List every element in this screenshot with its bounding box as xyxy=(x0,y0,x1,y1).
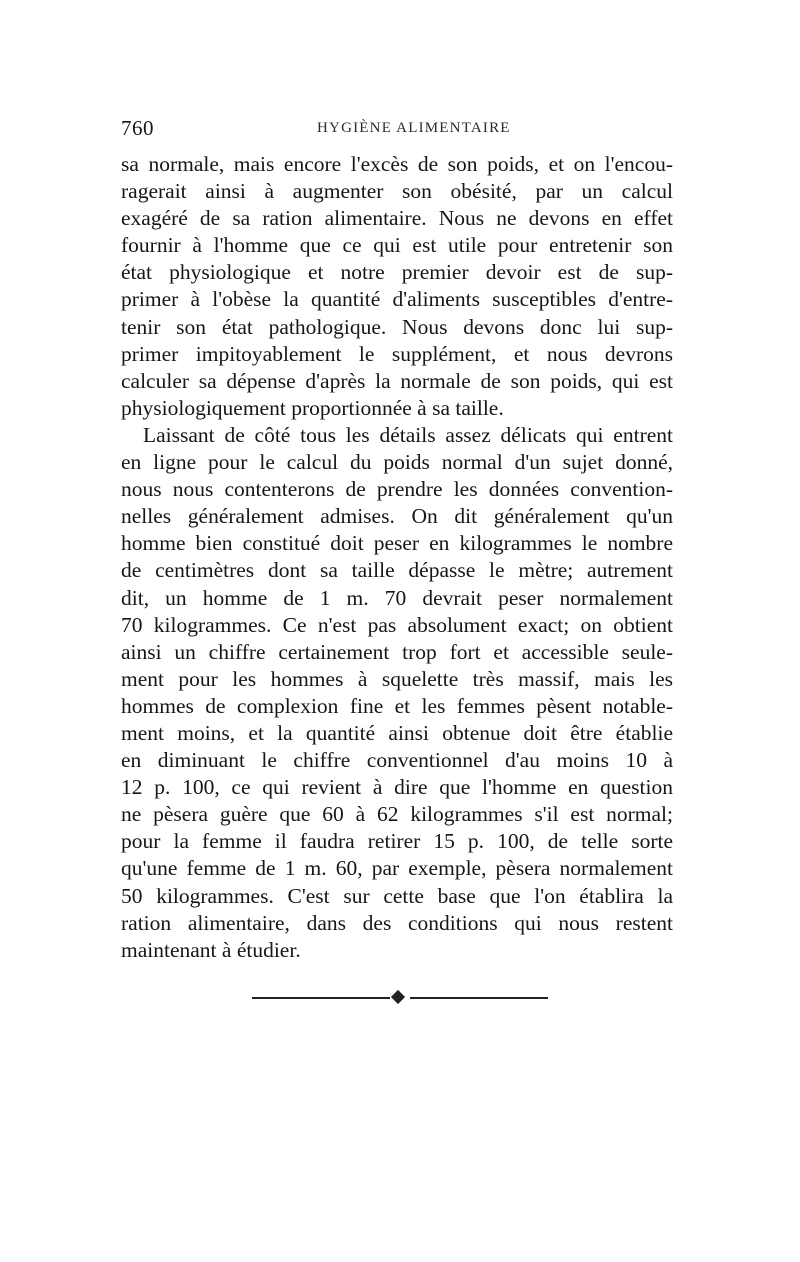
ornament-rule-left xyxy=(252,997,390,999)
text-line: primer impitoyablement le supplément, et nous devrons xyxy=(121,341,673,366)
text-line: pour la femme il faudra retirer 15 p. 100, de telle sorte xyxy=(121,829,673,854)
text-line: état physiologique et notre premier devoir est de sup- xyxy=(121,260,673,285)
text-line: dit, un homme de 1 m. 70 devrait peser normalement xyxy=(121,585,673,610)
text-line: exagéré de sa ration alimentaire. Nous ne devons en effet xyxy=(121,206,673,231)
paragraph-1 xyxy=(121,151,673,422)
text-line: ment moins, et la quantité ainsi obtenue doit être établie xyxy=(121,720,673,745)
text-line: 70 kilogrammes. Ce n'est pas absolument exact; on obtient xyxy=(121,612,673,637)
text-line: maintenant à étudier. xyxy=(121,937,301,962)
text-line: Laissant de côté tous les détails assez délicats qui entrent xyxy=(143,422,673,447)
text-line: en ligne pour le calcul du poids normal d'un sujet donné, xyxy=(121,450,673,475)
text-line: ne pèsera guère que 60 à 62 kilogrammes s'il est normal; xyxy=(121,802,673,827)
ornament-rule-right xyxy=(410,997,548,999)
text-line: sa normale, mais encore l'excès de son poids, et on l'encou- xyxy=(121,152,673,176)
paragraph-2 xyxy=(121,422,673,964)
text-line: hommes de complexion fine et les femmes pèsent notable- xyxy=(121,693,673,718)
text-line: de centimètres dont sa taille dépasse le mètre; autrement xyxy=(121,558,673,583)
section-end-ornament xyxy=(252,989,548,1007)
text-line: qu'une femme de 1 m. 60, par exemple, pèsera normalement xyxy=(121,856,673,881)
text-line: tenir son état pathologique. Nous devons donc lui sup- xyxy=(121,314,673,339)
text-line: nous nous contenterons de prendre les données convention- xyxy=(121,477,673,502)
text-line: ment pour les hommes à squelette très massif, mais les xyxy=(121,666,673,691)
text-line: ration alimentaire, dans des conditions qui nous restent xyxy=(121,910,673,935)
text-line: homme bien constitué doit peser en kilogrammes le nombre xyxy=(121,531,673,556)
text-line: en diminuant le chiffre conventionnel d'au moins 10 à xyxy=(121,748,673,773)
text-line: ragerait ainsi à augmenter son obésité, par un calcul xyxy=(121,179,673,204)
running-title: HYGIÈNE ALIMENTAIRE xyxy=(317,120,511,136)
text-line: nelles généralement admises. On dit généralement qu'un xyxy=(121,504,673,529)
text-line: fournir à l'homme que ce qui est utile pour entretenir son xyxy=(121,233,673,258)
body-text xyxy=(121,151,673,964)
text-line: calculer sa dépense d'après la normale de son poids, qui est xyxy=(121,368,673,393)
text-line: ainsi un chiffre certainement trop fort et accessible seule- xyxy=(121,639,673,664)
text-line: 50 kilogrammes. C'est sur cette base que l'on établira la xyxy=(121,883,673,908)
text-line: physiologiquement proportionnée à sa taille. xyxy=(121,395,504,420)
page-number: 760 xyxy=(121,116,154,140)
diamond-icon xyxy=(391,990,405,1004)
running-header xyxy=(121,116,681,146)
text-line: primer à l'obèse la quantité d'aliments susceptibles d'entre- xyxy=(121,287,673,312)
text-line: 12 p. 100, ce qui revient à dire que l'homme en question xyxy=(121,775,673,800)
